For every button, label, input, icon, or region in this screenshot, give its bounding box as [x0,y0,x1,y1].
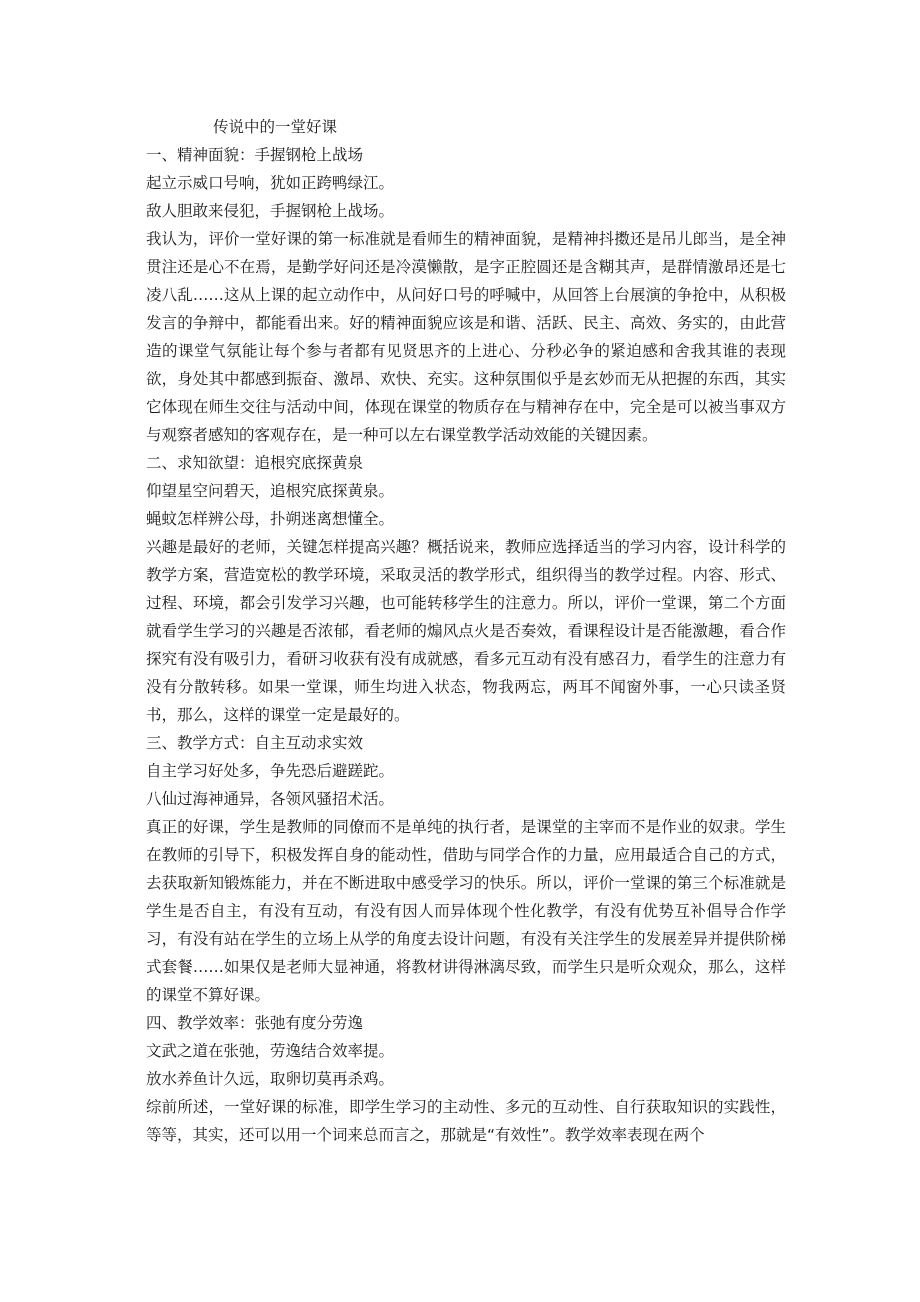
verse-line: 文武之道在张弛，劳逸结合效率提。 [146,1042,395,1060]
section-heading: 四、教学效率：张弛有度分劳逸 [146,1014,364,1032]
section-paragraph: 真正的好课，学生是教师的同僚而不是单纯的执行者，是课堂的主宰而不是作业的奴隶。学生在教师的引导下，积极发挥自身的能动性，借助与同学合作的力量，应用最适合自己的方式，去获取新知锻炼能力，并在不断进取中感受学习的快乐。所以，评价一堂课的第三个标准就是学生是否自主，有没有互动，有没有因人而异体现个性化教学，有没有优势互补倡导合作学习，有没有站在学生的立场上从学的角度去设计问题，有没有关注学生的发展差异并提供阶梯式套餐……如果仅是老师大显神通，将教材讲得淋漓尽致，而学生只是听众观众，那么，这样的课堂不算好课。 [146,818,786,1004]
verse-line: 蝇蚊怎样辨公母，扑朔迷离想懂全。 [146,510,395,528]
verse-line: 八仙过海神通异，各领风骚招术活。 [146,790,395,808]
verse-line: 仰望星空问碧天，追根究底探黄泉。 [146,482,395,500]
section-paragraph: 综前所述，一堂好课的标准，即学生学习的主动性、多元的互动性、自行获取知识的实践性，等等，其实，还可以用一个词来总而言之，那就是“有效性”。教学效率表现在两个 [146,1098,786,1144]
verse-line: 起立示威口号响，犹如正跨鸭绿江。 [146,174,395,192]
document-body [146,113,786,1149]
section-paragraph: 我认为，评价一堂好课的第一标准就是看师生的精神面貌，是精神抖擞还是吊儿郎当，是全神贯注还是心不在焉，是勤学好问还是冷漠懒散，是字正腔圆还是含糊其声，是群情激昂还是七凌八乱……这从上课的起立动作中，从问好口号的呼喊中，从回答上台展演的争抢中，从积极发言的争辩中，都能看出来。好的精神面貌应该是和谐、活跃、民主、高效、务实的，由此营造的课堂气氛能让每个参与者都有见贤思齐的上进心、分秒必争的紧迫感和舍我其谁的表现欲，身处其中都感到振奋、激昂、欢快、充实。这种氛围似乎是玄妙而无从把握的东西，其实它体现在师生交往与活动中间，体现在课堂的物质存在与精神存在中，完全是可以被当事双方与观察者感知的客观存在，是一种可以左右课堂教学活动效能的关键因素。 [146,230,786,444]
document-title: 传说中的一堂好课 [213,118,338,136]
section-heading: 二、求知欲望：追根究底探黄泉 [146,454,364,472]
verse-line: 敌人胆敢来侵犯，手握钢枪上战场。 [146,202,395,220]
section-paragraph: 兴趣是最好的老师，关键怎样提高兴趣？概括说来，教师应选择适当的学习内容，设计科学的教学方案，营造宽松的教学环境，采取灵活的教学形式，组织得当的教学过程。内容、形式、过程、环境，都会引发学习兴趣，也可能转移学生的注意力。所以，评价一堂课，第二个方面就看学生学习的兴趣是否浓郁，看老师的煽风点火是否奏效，看课程设计是否能激趣，看合作探究有没有吸引力，看研习收获有没有成就感，看多元互动有没有感召力，看学生的注意力有没有分散转移。如果一堂课，师生均进入状态，物我两忘，两耳不闻窗外事，一心只读圣贤书，那么，这样的课堂一定是最好的。 [146,538,786,724]
section-heading: 三、教学方式：自主互动求实效 [146,734,364,752]
verse-line: 自主学习好处多，争先恐后避蹉跎。 [146,762,395,780]
section-heading: 一、精神面貌：手握钢枪上战场 [146,146,364,164]
verse-line: 放水养鱼计久远，取卵切莫再杀鸡。 [146,1070,395,1088]
